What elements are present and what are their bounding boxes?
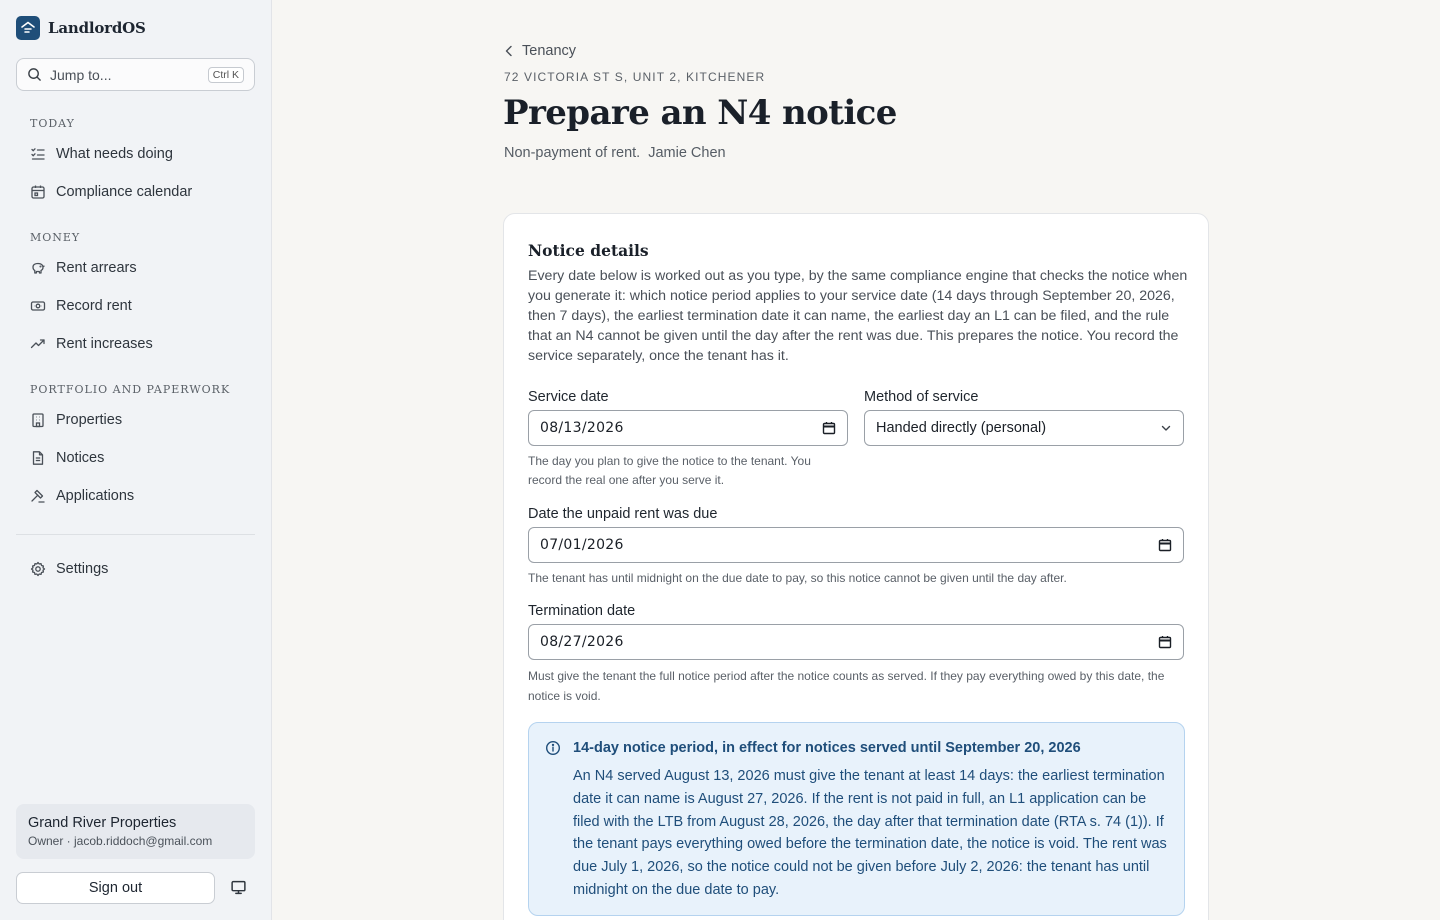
termination-date-input[interactable] <box>528 624 1184 660</box>
card-description: Every date below is worked out as you type, by the same compliance engine that checks the notice when you generate it: which notice period applies to your service date (14 days through September 20, 2026, then 7 days), the earliest termination date it can name, the earliest day an L1 can be filed, and the rule that an N4 cannot be given until the day after the rent was due. This prepares the notice. You record the service separately, once the tenant has it. <box>528 268 1188 364</box>
shortcut-badge: Ctrl K <box>208 67 244 83</box>
calendar-picker-icon[interactable] <box>1158 538 1172 552</box>
piggy-bank-icon <box>30 260 46 276</box>
sidebar-item-label: Notices <box>56 450 105 466</box>
info-icon <box>545 740 561 756</box>
notice-reason: Non-payment of rent. <box>504 145 641 161</box>
termination-date-value: 08/27/2026 <box>540 634 624 650</box>
document-icon <box>30 450 46 466</box>
service-date-help: The day you plan to give the notice to the tenant. You record the real one after you serve it. <box>528 454 811 487</box>
section-label-portfolio: PORTFOLIO AND PAPERWORK <box>30 383 231 396</box>
chevron-left-icon <box>504 45 514 57</box>
logo-icon <box>16 16 40 40</box>
method-value: Handed directly (personal) <box>876 420 1047 436</box>
sidebar-item-label: What needs doing <box>56 146 173 162</box>
sidebar-item-record-rent[interactable] <box>30 295 132 317</box>
display-icon[interactable] <box>230 879 247 901</box>
due-date-help: The tenant has until midnight on the due date to pay, so this notice cannot be given until the day after. <box>528 571 1067 585</box>
sidebar <box>0 0 272 920</box>
search-input[interactable] <box>16 58 255 91</box>
termination-help: Must give the tenant the full notice period after the notice counts as served. If they pay everything owed by this date, the notice is void. <box>528 669 1165 703</box>
sidebar-item-what-needs-doing[interactable] <box>30 143 173 165</box>
card-title: Notice details <box>528 241 649 260</box>
due-date-label: Date the unpaid rent was due <box>528 506 718 522</box>
sidebar-item-label: Settings <box>56 561 109 577</box>
banknote-icon <box>30 298 46 314</box>
page-subtitle <box>504 145 726 161</box>
service-date-value: 08/13/2026 <box>540 420 624 436</box>
service-date-label: Service date <box>528 389 609 405</box>
sidebar-item-settings[interactable] <box>30 558 108 580</box>
trending-up-icon <box>30 336 46 352</box>
checklist-icon <box>30 146 46 162</box>
sidebar-divider <box>16 534 255 535</box>
callout-title: 14-day notice period, in effect for notices served until September 20, 2026 <box>573 740 1081 756</box>
notice-period-callout <box>528 722 1185 916</box>
sign-out-button[interactable]: Sign out <box>16 872 215 904</box>
page-title: Prepare an N4 notice <box>503 93 897 133</box>
property-address: 72 VICTORIA ST S, UNIT 2, KITCHENER <box>504 70 766 84</box>
search-placeholder: Jump to... <box>50 66 112 83</box>
account-name: Grand River Properties <box>28 815 177 831</box>
method-select[interactable] <box>864 410 1184 446</box>
calendar-picker-icon[interactable] <box>1158 635 1172 649</box>
sidebar-item-label: Properties <box>56 412 123 428</box>
calendar-picker-icon[interactable] <box>822 421 836 435</box>
callout-body: An N4 served August 13, 2026 must give the tenant at least 14 days: the earliest termination date it can name is August 27, 2026. If the rent is not paid in full, an L1 application can be filed with the LTB from August 28, 2026, the day after that termination date (RTA s. 74 (1)). If the tenant pays everything owed before the termination date, the notice is void. The rent was due July 1, 2026, so the notice could not be given before July 2, 2026: the tenant has until midnight on the due date to pay. <box>573 768 1167 898</box>
sidebar-item-label: Record rent <box>56 298 132 314</box>
chevron-down-icon <box>1160 422 1172 434</box>
due-date-value: 07/01/2026 <box>540 537 624 553</box>
sidebar-item-applications[interactable] <box>30 485 134 507</box>
brand[interactable] <box>16 16 146 40</box>
building-icon <box>30 412 46 428</box>
app-name: LandlordOS <box>48 19 146 37</box>
section-label-today: TODAY <box>30 117 75 130</box>
sidebar-item-label: Rent increases <box>56 336 153 352</box>
calendar-icon <box>30 184 46 200</box>
tenant-name: Jamie Chen <box>648 145 726 161</box>
sidebar-item-compliance-calendar[interactable] <box>30 181 192 203</box>
gear-icon <box>30 561 46 577</box>
gavel-icon <box>30 488 46 504</box>
back-link[interactable] <box>504 43 576 59</box>
termination-label: Termination date <box>528 603 636 619</box>
notice-details-card <box>503 213 1209 920</box>
method-label: Method of service <box>864 389 979 405</box>
service-date-input[interactable] <box>528 410 848 446</box>
sidebar-item-rent-arrears[interactable] <box>30 257 137 279</box>
sidebar-item-label: Compliance calendar <box>56 184 193 200</box>
sidebar-item-notices[interactable] <box>30 447 104 469</box>
back-link-label: Tenancy <box>522 43 577 59</box>
section-label-money: MONEY <box>30 231 81 244</box>
account-meta: Owner · jacob.riddoch@gmail.com <box>28 834 213 848</box>
search-icon <box>27 67 42 82</box>
sidebar-item-properties[interactable] <box>30 409 122 431</box>
sidebar-item-label: Applications <box>56 488 135 504</box>
account-card[interactable] <box>16 804 255 859</box>
due-date-input[interactable] <box>528 527 1184 563</box>
sidebar-item-rent-increases[interactable] <box>30 333 153 355</box>
sidebar-item-label: Rent arrears <box>56 260 137 276</box>
